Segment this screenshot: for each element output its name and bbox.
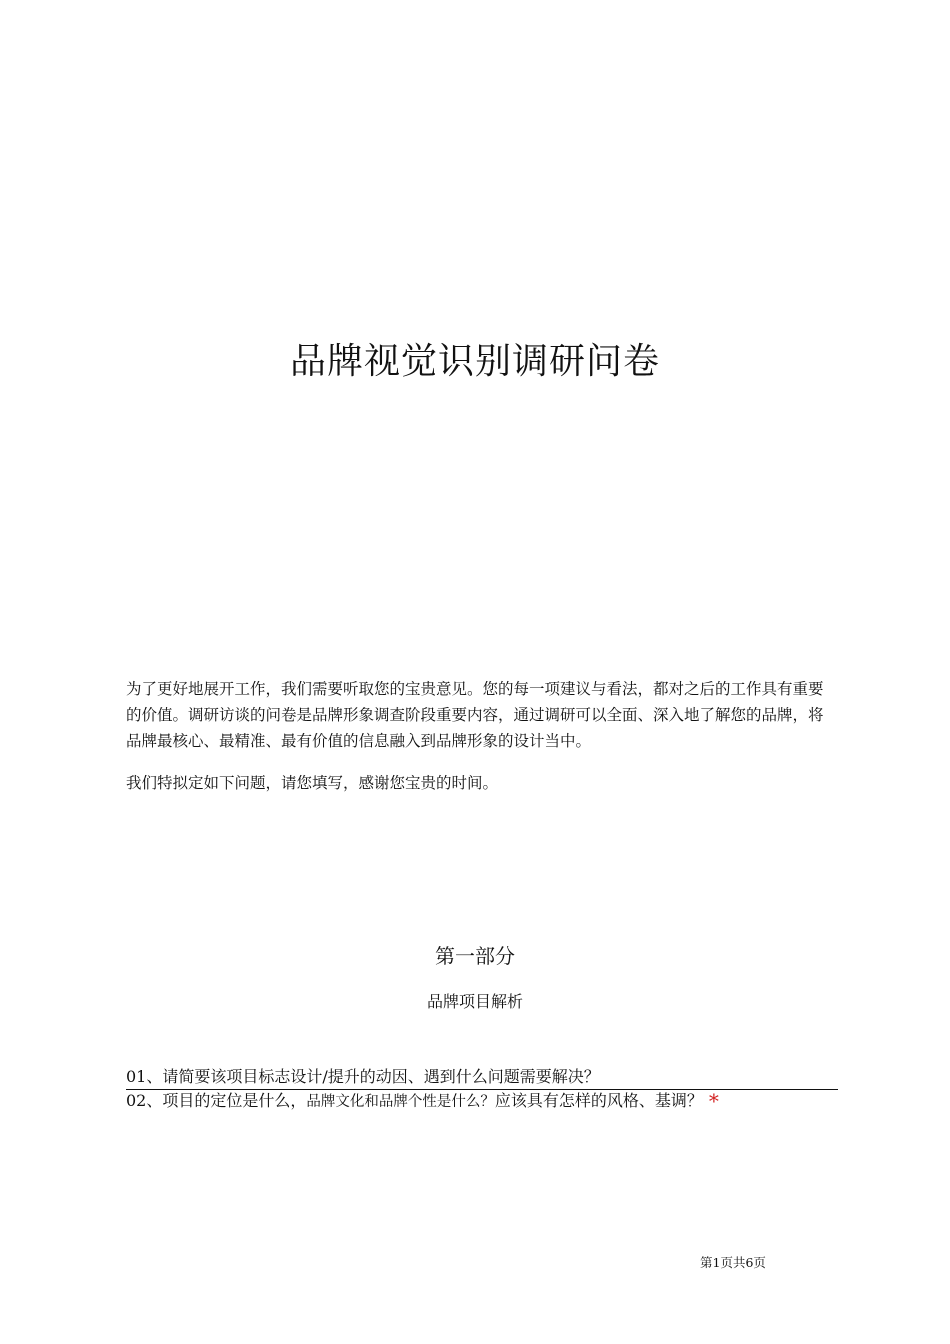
question-02-part-1: 02、项目的定位是什么， — [126, 1091, 307, 1110]
document-title: 品牌视觉识别调研问卷 — [289, 341, 660, 382]
question-02-part-3: 应该具有怎样的风格、基调？ — [494, 1091, 703, 1110]
page-number: 第1页共6页 — [700, 1255, 766, 1270]
question-02-part-2: 品牌文化和品牌个性是什么？ — [306, 1094, 495, 1110]
section-title: 第一部分 — [435, 944, 515, 968]
intro-paragraph-2: 我们特拟定如下问题，请您填写，感谢您宝贵的时间。 — [126, 774, 499, 792]
required-mark: * — [708, 1089, 719, 1113]
intro-text — [126, 676, 838, 796]
question-02 — [126, 1090, 838, 1113]
section-subtitle: 品牌项目解析 — [426, 992, 523, 1011]
question-01: 01、请简要该项目标志设计/提升的动因、遇到什么问题需要解决？ — [126, 1066, 838, 1090]
intro-paragraph-1: 为了更好地展开工作，我们需要听取您的宝贵意见。您的每一项建议与看法，都对之后的工作具有重要的价值。调研访谈的问卷是品牌形象调查阶段重要内容，通过调研可以全面、深入地了解您的品牌，将品牌最核心、最精准、最有价值的信息融入到品牌形象的设计当中。 — [126, 680, 824, 750]
